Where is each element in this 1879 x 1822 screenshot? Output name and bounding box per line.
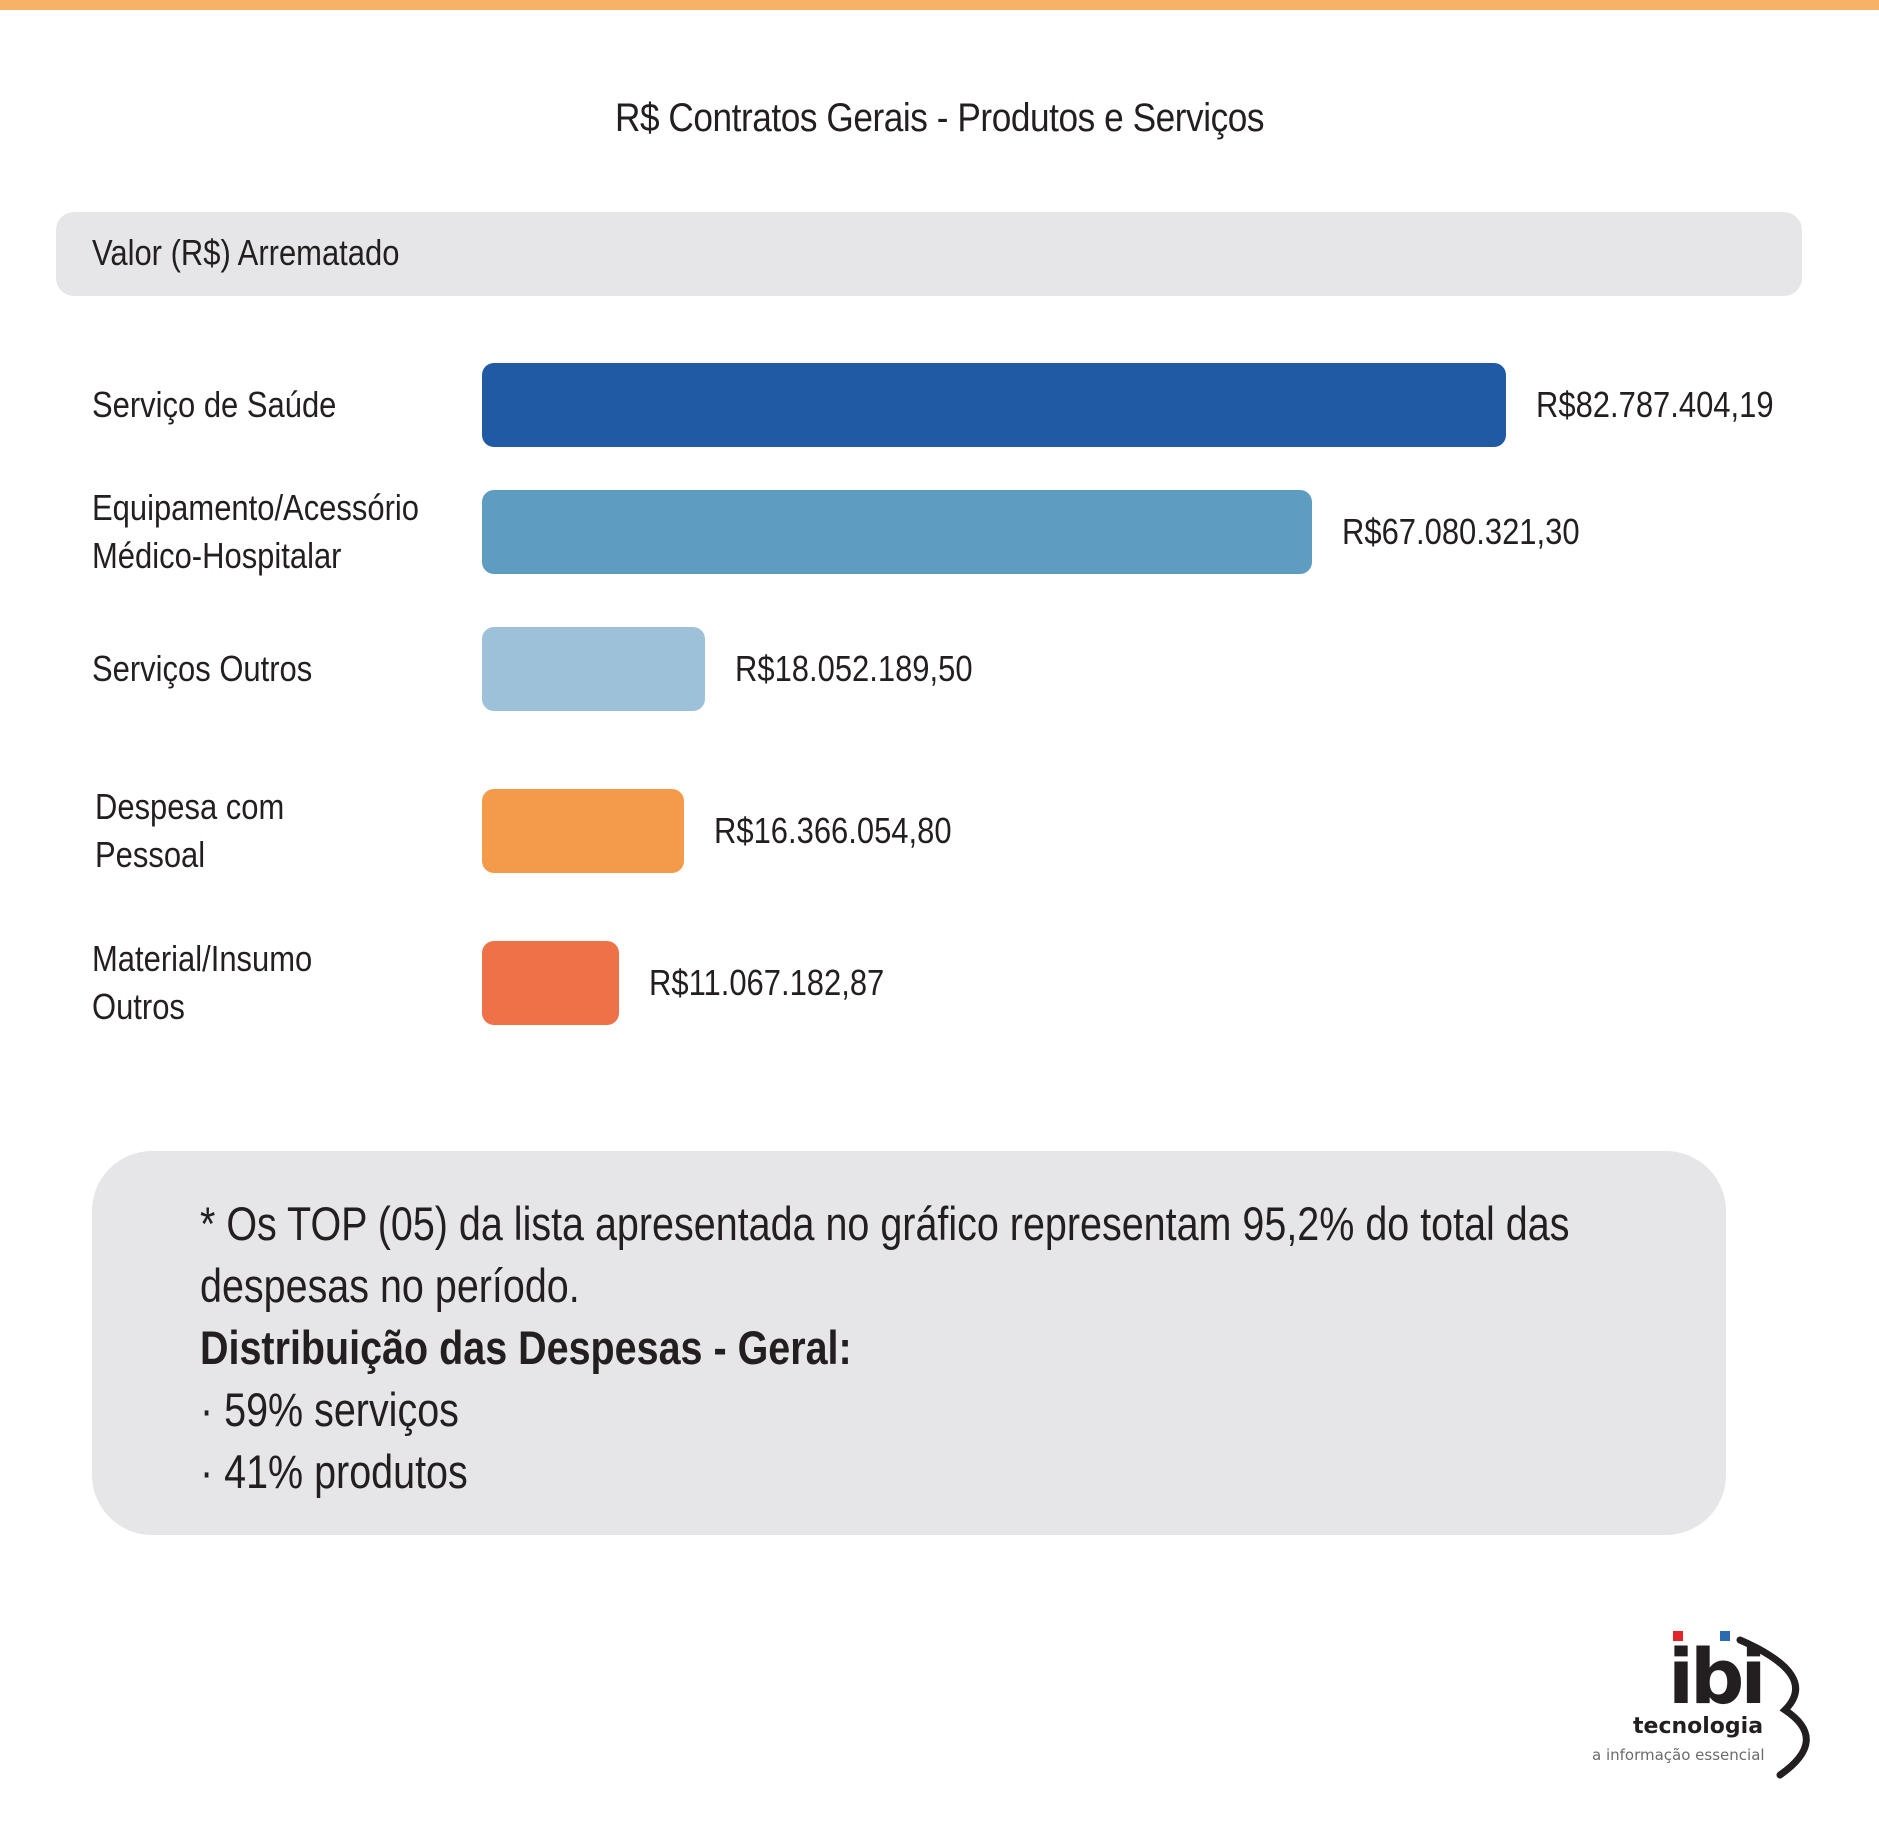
bar	[482, 490, 1312, 574]
category-label: Serviço de Saúde	[92, 384, 337, 425]
logo-wordmark: ibi	[1668, 1632, 1763, 1721]
bar	[482, 941, 619, 1025]
bar	[482, 363, 1506, 447]
value-header-strip	[56, 212, 1802, 296]
note-box	[92, 1151, 1726, 1535]
logo-tagline: a informação essencial	[1592, 1746, 1765, 1764]
value-header-label: Valor (R$) Arrematado	[92, 232, 400, 273]
data-label: R$82.787.404,19	[1536, 384, 1774, 425]
note-heading: Distribuição das Despesas - Geral:	[200, 1321, 852, 1374]
note-item-services: · 59% serviços	[200, 1383, 459, 1436]
category-label: Material/Insumo Outros	[92, 938, 313, 1027]
logo-name: tecnologia	[1633, 1714, 1764, 1739]
bar	[482, 627, 705, 711]
data-label: R$67.080.321,30	[1342, 511, 1580, 552]
data-label: R$16.366.054,80	[714, 810, 952, 851]
ibi-tecnologia-logo	[1580, 1620, 1840, 1780]
top-accent-bar	[0, 0, 1879, 10]
bar	[482, 789, 684, 873]
category-label: Serviços Outros	[92, 648, 313, 689]
data-label: R$11.067.182,87	[649, 962, 885, 1003]
data-label: R$18.052.189,50	[735, 648, 973, 689]
chart-title: R$ Contratos Gerais - Produtos e Serviços	[614, 96, 1265, 140]
category-label: Despesa com Pessoal	[95, 786, 285, 875]
category-label: Equipamento/Acessório Médico-Hospitalar	[92, 487, 419, 576]
note-text	[200, 1193, 1628, 1503]
note-line: * Os TOP (05) da lista apresentada no gráfico representam 95,2% do total das despesas no período.	[200, 1197, 1570, 1312]
note-item-products: · 41% produtos	[200, 1445, 468, 1498]
